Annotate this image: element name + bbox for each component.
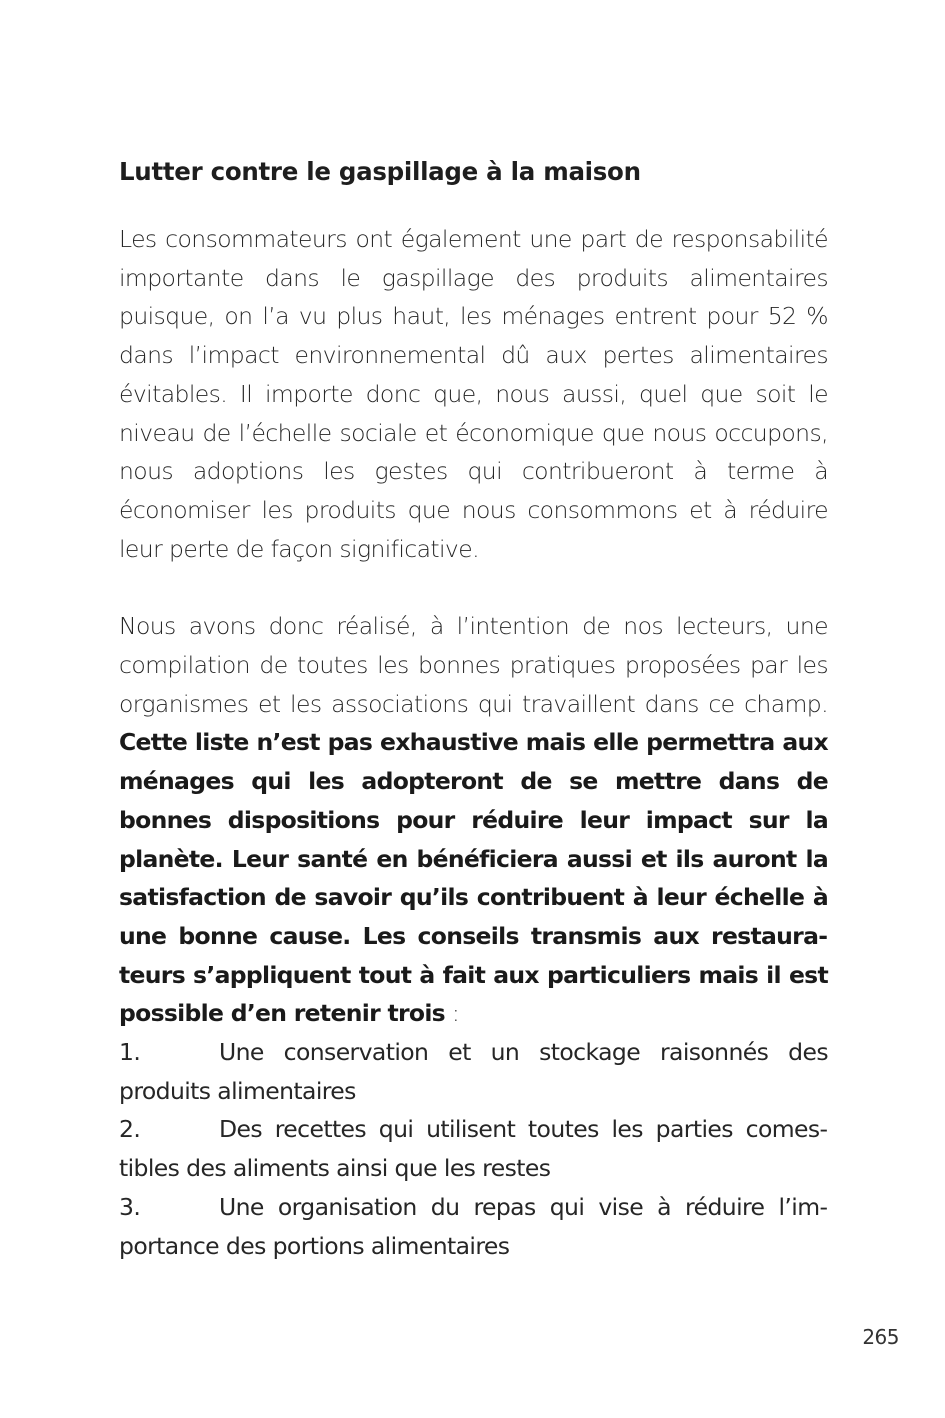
paragraph-consumers: Les consommateurs ont également une part de responsabilité importante dans le gaspillage des produits alimentaires puisque, on l’a vu plus haut, les ménages entrent pour 52 % dans l’impact environnemental dû aux pertes alimentaires évitables. Il importe donc que, nous aussi, quel que soit le niveau de l’échelle sociale et économique que nous occupons, nous adoptions les gestes qui contribueront à terme à économiser les produits que nous consommons et à réduire leur perte de façon significative. [119,225,828,563]
list-item-text: Une organisation du repas qui vise à réduire l’importance des portions alimentaires [119,1192,828,1260]
list-item-text: Une conservation et un stockage raisonnés des produits alimentaires [119,1038,828,1105]
list-item-text: Des recettes qui utilisent toutes les parties comestibles des aliments ainsi que les restes [119,1115,828,1183]
paragraph-compilation-intro: Nous avons donc réalisé, à l’intention de nos lecteurs, une compilation de toutes les bonnes pratiques proposées par les organismes et les associations qui travaillent dans ce champ. [119,612,828,718]
paragraph-compilation-bold: Cette liste n’est pas exhaustive mais elle permettra aux ménages qui les adopteront de se mettre dans de bonnes dispositions pour réduire leur impact sur la planète. Leur santé en bénéficiera aussi et ils auront la satisfaction de savoir qu’ils contribuent à leur échelle à une bonne cause. Les conseils transmis aux restaurateurs s’appliquent tout à fait aux particuliers mais il est possible d’en retenir trois [119,728,828,1028]
list-item-number: 2. [119,1115,141,1144]
paragraph-compilation-colon: : [444,999,460,1028]
list-item-number: 1. [119,1038,141,1067]
list-item [119,1033,828,1110]
page-content [119,150,828,1265]
practices-list [119,1033,828,1265]
list-item-number: 3. [119,1192,141,1221]
section-heading: Lutter contre le gaspillage à la maison [119,157,641,186]
paragraph-compilation [119,607,828,1033]
list-item [119,1110,828,1187]
page-number: 265 [862,1325,899,1349]
list-item [119,1188,828,1265]
